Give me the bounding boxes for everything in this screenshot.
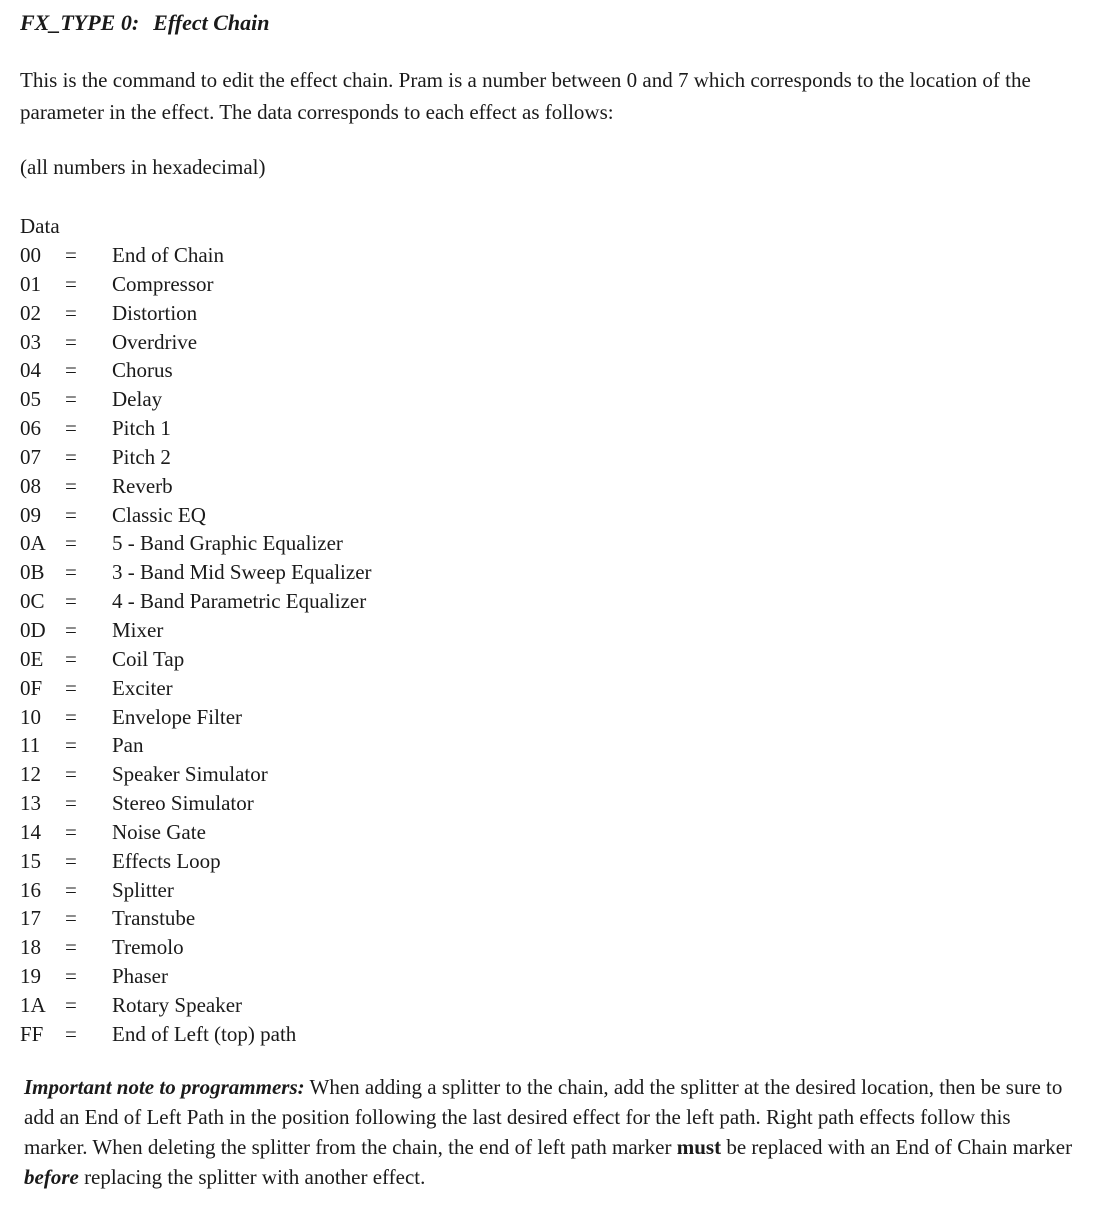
effect-name: End of Chain bbox=[112, 243, 224, 267]
effect-code: 18 bbox=[20, 935, 41, 960]
effect-code: 10 bbox=[20, 704, 41, 729]
programmer-note-text-2: be replaced with an End of Chain marker bbox=[726, 1135, 1073, 1159]
table-row bbox=[20, 299, 620, 328]
effect-code: 12 bbox=[20, 762, 41, 787]
equals-sign: = bbox=[65, 300, 77, 325]
effect-code: 19 bbox=[20, 964, 41, 989]
effect-code: 01 bbox=[20, 271, 41, 296]
effect-name: Mixer bbox=[112, 617, 164, 642]
equals-sign: = bbox=[65, 502, 77, 527]
effect-name: Envelope Filter bbox=[112, 704, 243, 729]
equals-sign: = bbox=[65, 387, 77, 412]
effect-code: 1A bbox=[20, 992, 46, 1017]
effect-code: 09 bbox=[20, 502, 41, 527]
equals-sign: = bbox=[65, 589, 77, 614]
effect-code: 0A bbox=[20, 531, 46, 556]
data-heading: Data bbox=[20, 214, 60, 238]
table-row bbox=[20, 501, 620, 530]
effect-name: Overdrive bbox=[112, 329, 198, 354]
effect-code: 04 bbox=[20, 358, 41, 383]
effect-name: Phaser bbox=[112, 964, 168, 989]
effect-name: Effects Loop bbox=[112, 848, 221, 873]
table-row bbox=[20, 731, 620, 760]
table-row bbox=[20, 241, 620, 270]
table-row bbox=[20, 703, 620, 732]
table-row bbox=[20, 616, 620, 645]
effect-chain-title: Effect Chain bbox=[153, 10, 270, 35]
effect-name: Reverb bbox=[112, 473, 173, 498]
effect-code: 14 bbox=[20, 819, 41, 844]
before-emphasis: before bbox=[24, 1165, 79, 1189]
effect-code: 13 bbox=[20, 791, 41, 816]
equals-sign: = bbox=[65, 358, 77, 383]
effect-code: 0E bbox=[20, 646, 44, 671]
table-row bbox=[20, 443, 620, 472]
effect-name: 5 - Band Graphic Equalizer bbox=[112, 531, 343, 556]
table-row bbox=[20, 270, 620, 299]
hex-note: (all numbers in hexadecimal) bbox=[20, 155, 266, 179]
equals-sign: = bbox=[65, 819, 77, 844]
table-row bbox=[20, 991, 620, 1020]
effect-name: 4 - Band Parametric Equalizer bbox=[112, 589, 367, 614]
equals-sign: = bbox=[65, 848, 77, 873]
equals-sign: = bbox=[65, 704, 77, 729]
programmer-note bbox=[24, 1072, 1074, 1192]
effect-code: 0F bbox=[20, 675, 43, 700]
effect-name: Rotary Speaker bbox=[112, 992, 243, 1017]
equals-sign: = bbox=[65, 560, 77, 585]
equals-sign: = bbox=[65, 416, 77, 441]
effect-name: End of Left (top) path bbox=[112, 1021, 297, 1046]
table-row bbox=[20, 645, 620, 674]
effect-name: Noise Gate bbox=[112, 819, 206, 844]
equals-sign: = bbox=[65, 675, 77, 700]
effect-name: Pan bbox=[112, 733, 144, 758]
effect-code: 07 bbox=[20, 444, 41, 469]
effect-name: Pitch 1 bbox=[112, 416, 171, 441]
effect-name: Tremolo bbox=[112, 935, 184, 960]
effect-name: Chorus bbox=[112, 358, 173, 383]
effect-name: Compressor bbox=[112, 271, 214, 296]
table-row bbox=[20, 674, 620, 703]
equals-sign: = bbox=[65, 473, 77, 498]
effect-code: 0B bbox=[20, 560, 45, 585]
effect-code: 0D bbox=[20, 617, 46, 642]
effect-code: 16 bbox=[20, 877, 41, 902]
effect-code: 15 bbox=[20, 848, 41, 873]
table-row bbox=[20, 385, 620, 414]
table-row bbox=[20, 587, 620, 616]
table-row bbox=[20, 760, 620, 789]
table-row bbox=[20, 472, 620, 501]
table-row bbox=[20, 847, 620, 876]
effect-name: Exciter bbox=[112, 675, 173, 700]
equals-sign: = bbox=[65, 617, 77, 642]
effect-name: Delay bbox=[112, 387, 163, 412]
equals-sign: = bbox=[65, 646, 77, 671]
effect-code: FF bbox=[20, 1021, 44, 1046]
table-row bbox=[20, 789, 620, 818]
effect-name: 3 - Band Mid Sweep Equalizer bbox=[112, 560, 372, 585]
intro-paragraph: This is the command to edit the effect chain. Pram is a number between 0 and 7 which corresponds to the location of the parameter in the effect. The data corresponds to each effect as follows: bbox=[20, 68, 1031, 124]
programmer-note-text-3: replacing the splitter with another effect. bbox=[84, 1165, 426, 1189]
effect-code: 05 bbox=[20, 387, 41, 412]
equals-sign: = bbox=[65, 243, 77, 267]
equals-sign: = bbox=[65, 1021, 77, 1046]
equals-sign: = bbox=[65, 329, 77, 354]
table-row bbox=[20, 356, 620, 385]
equals-sign: = bbox=[65, 271, 77, 296]
effect-code: 17 bbox=[20, 906, 41, 931]
table-row bbox=[20, 529, 620, 558]
effect-name: Coil Tap bbox=[112, 646, 185, 671]
table-row bbox=[20, 1020, 620, 1049]
equals-sign: = bbox=[65, 964, 77, 989]
equals-sign: = bbox=[65, 791, 77, 816]
equals-sign: = bbox=[65, 762, 77, 787]
must-emphasis: must bbox=[676, 1135, 722, 1159]
fx-type-label: FX_TYPE 0: bbox=[20, 10, 140, 35]
effect-code: 00 bbox=[20, 243, 41, 267]
table-row bbox=[20, 876, 620, 905]
table-row bbox=[20, 904, 620, 933]
effect-code-table bbox=[20, 241, 620, 1049]
effect-name: Distortion bbox=[112, 300, 198, 325]
effect-code: 03 bbox=[20, 329, 41, 354]
effect-name: Pitch 2 bbox=[112, 444, 171, 469]
effect-name: Speaker Simulator bbox=[112, 762, 268, 787]
equals-sign: = bbox=[65, 531, 77, 556]
table-row bbox=[20, 328, 620, 357]
table-row bbox=[20, 558, 620, 587]
effect-code: 08 bbox=[20, 473, 41, 498]
programmer-note-text-1: When adding a splitter to the chain, add the splitter at the desired location, then be sure to add an End of Left Path in the position following the last desired effect for the left path. Right path effects follow this marker. When deleting the splitter from the chain, the end of left path marker bbox=[24, 1075, 1063, 1159]
equals-sign: = bbox=[65, 906, 77, 931]
effect-name: Transtube bbox=[112, 906, 196, 931]
equals-sign: = bbox=[65, 733, 77, 758]
equals-sign: = bbox=[65, 877, 77, 902]
effect-code: 11 bbox=[20, 733, 41, 758]
equals-sign: = bbox=[65, 444, 77, 469]
effect-code: 06 bbox=[20, 416, 41, 441]
equals-sign: = bbox=[65, 935, 77, 960]
equals-sign: = bbox=[65, 992, 77, 1017]
page-title bbox=[20, 10, 270, 36]
table-row bbox=[20, 933, 620, 962]
table-row bbox=[20, 818, 620, 847]
table-row bbox=[20, 414, 620, 443]
effect-name: Classic EQ bbox=[112, 502, 206, 527]
table-row bbox=[20, 962, 620, 991]
effect-code: 02 bbox=[20, 300, 41, 325]
effect-name: Stereo Simulator bbox=[112, 791, 254, 816]
programmer-note-lead: Important note to programmers: bbox=[24, 1075, 305, 1099]
effect-code: 0C bbox=[20, 589, 45, 614]
effect-name: Splitter bbox=[112, 877, 174, 902]
